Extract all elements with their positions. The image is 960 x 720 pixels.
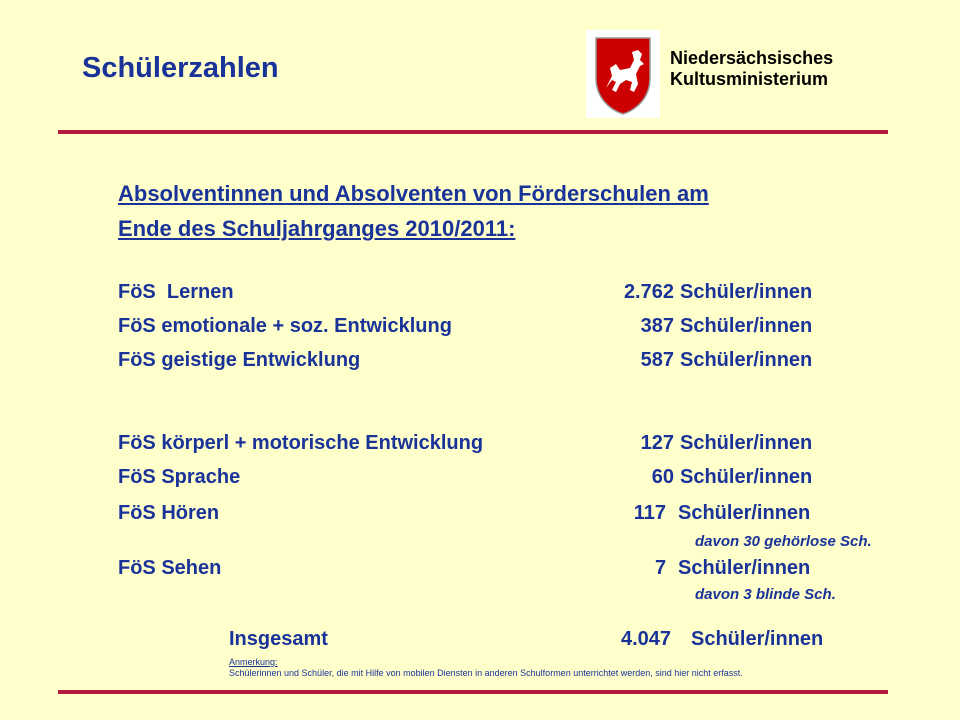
row-unit: Schüler/innen — [680, 281, 813, 303]
remark-text: Schülerinnen und Schüler, die mit Hilfe von mobilen Diensten in anderen Schulformen unterrichtet werden, sind hier nicht erfasst. — [229, 668, 743, 678]
row-count: 60 — [651, 466, 674, 488]
total-unit: Schüler/innen — [691, 628, 824, 650]
page-title: Schülerzahlen — [82, 52, 279, 84]
ministry-line-1: Niedersächsisches — [670, 48, 834, 68]
row-label: FöS geistige Entwicklung — [118, 349, 361, 371]
row-label: FöS Hören — [118, 502, 220, 524]
row-unit: Schüler/innen — [680, 432, 813, 454]
sehen-note: davon 3 blinde Sch. — [695, 586, 836, 603]
row-count: 7 — [655, 557, 667, 579]
row-count: 387 — [640, 315, 674, 337]
table-row — [118, 349, 848, 377]
total-count: 4.047 — [621, 628, 672, 650]
row-label: FöS körperl + motorische Entwicklung — [118, 432, 484, 454]
top-divider — [58, 130, 888, 134]
row-label: FöS Lernen — [118, 281, 234, 303]
row-label: FöS Sprache — [118, 466, 241, 488]
bottom-divider — [58, 690, 888, 694]
row-unit: Schüler/innen — [678, 502, 811, 524]
row-count: 2.762 — [623, 281, 674, 303]
hoeren-note: davon 30 gehörlose Sch. — [695, 533, 872, 550]
row-unit: Schüler/innen — [680, 466, 813, 488]
section-heading — [118, 176, 709, 246]
table-row — [118, 466, 848, 494]
table-row — [118, 281, 848, 309]
row-count: 117 — [633, 502, 666, 524]
heading-line-1: Absolventinnen und Absolventen von Förderschulen am — [118, 181, 709, 206]
table-row — [118, 502, 848, 530]
total-row — [229, 628, 869, 656]
remark-heading: Anmerkung: — [229, 657, 278, 667]
table-row — [118, 315, 848, 343]
ministry-line-2: Kultusministerium — [670, 69, 829, 89]
total-label: Insgesamt — [229, 628, 328, 650]
ministry-name — [670, 48, 833, 90]
row-count: 587 — [640, 349, 674, 371]
row-unit: Schüler/innen — [680, 349, 813, 371]
horse-shield-icon — [586, 30, 660, 118]
row-label: FöS Sehen — [118, 557, 222, 579]
heading-line-2: Ende des Schuljahrganges 2010/2011: — [118, 216, 516, 241]
row-unit: Schüler/innen — [680, 315, 813, 337]
table-row — [118, 432, 848, 460]
remark — [229, 657, 743, 679]
row-label: FöS emotionale + soz. Entwicklung — [118, 315, 452, 337]
row-unit: Schüler/innen — [678, 557, 811, 579]
coat-of-arms-logo — [586, 30, 660, 118]
table-row — [118, 557, 848, 585]
row-count: 127 — [640, 432, 674, 454]
